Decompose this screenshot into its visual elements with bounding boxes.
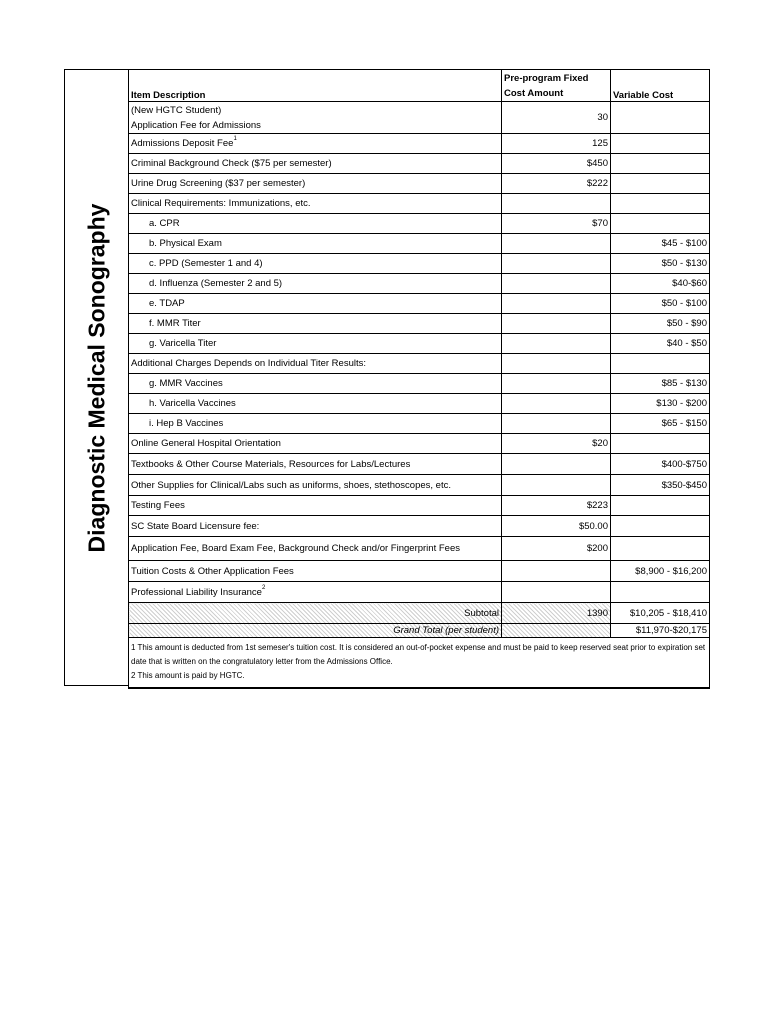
- table-row: [129, 516, 710, 537]
- row-description: SC State Board Licensure fee:: [129, 516, 502, 537]
- row-description-line1: (New HGTC Student): [131, 104, 222, 116]
- row-variable-cost: $40-$60: [611, 274, 710, 294]
- row-fixed-cost: [502, 582, 611, 603]
- row-description: c. PPD (Semester 1 and 4): [129, 254, 502, 274]
- row-description: Urine Drug Screening ($37 per semester): [129, 174, 502, 194]
- row-fixed-cost: [502, 561, 611, 582]
- row-description: Online General Hospital Orientation: [129, 434, 502, 454]
- row-description: Tuition Costs & Other Application Fees: [129, 561, 502, 582]
- row-variable-cost: [611, 194, 710, 214]
- row-fixed-cost: [502, 234, 611, 254]
- table-row: [129, 414, 710, 434]
- row-description: Clinical Requirements: Immunizations, etc.: [129, 194, 502, 214]
- row-description: g. Varicella Titer: [129, 334, 502, 354]
- grand-total-label: Grand Total (per student): [129, 624, 502, 638]
- row-description: e. TDAP: [129, 294, 502, 314]
- row-fixed-cost: [502, 354, 611, 374]
- row-description: [129, 102, 502, 134]
- grand-total-fixed: [502, 624, 611, 638]
- row-variable-cost: [611, 434, 710, 454]
- row-fixed-cost: [502, 374, 611, 394]
- grand-total-variable: $11,970-$20,175: [611, 624, 710, 638]
- row-variable-cost: [611, 154, 710, 174]
- table-row: [129, 294, 710, 314]
- table-row: [129, 394, 710, 414]
- table-row: [129, 434, 710, 454]
- row-fixed-cost: [502, 274, 611, 294]
- row-description: i. Hep B Vaccines: [129, 414, 502, 434]
- row-variable-cost: [611, 516, 710, 537]
- header-variable-cost: Variable Cost: [611, 70, 710, 102]
- row-variable-cost: [611, 174, 710, 194]
- row-description: [129, 134, 502, 154]
- subtotal-row: [129, 603, 710, 624]
- table-row: [129, 154, 710, 174]
- subtotal-variable: $10,205 - $18,410: [611, 603, 710, 624]
- row-fixed-cost: $50.00: [502, 516, 611, 537]
- table-row: [129, 134, 710, 154]
- header-fixed-cost: Pre-program Fixed Cost Amount: [502, 70, 611, 102]
- table-row: [129, 582, 710, 603]
- header-item-description: Item Description: [129, 70, 502, 102]
- table-row: [129, 194, 710, 214]
- row-fixed-cost: $20: [502, 434, 611, 454]
- row-fixed-cost: [502, 254, 611, 274]
- table-row: [129, 334, 710, 354]
- row-fixed-cost: [502, 475, 611, 496]
- row-fixed-cost: 125: [502, 134, 611, 154]
- table-row: [129, 102, 710, 134]
- row-variable-cost: [611, 102, 710, 134]
- row-fixed-cost: [502, 454, 611, 475]
- row-description-line2: Application Fee for Admissions: [131, 119, 261, 131]
- footnote-marker: 1: [233, 136, 237, 142]
- row-variable-cost: [611, 582, 710, 603]
- row-variable-cost: $400-$750: [611, 454, 710, 475]
- table-row: [129, 354, 710, 374]
- row-fixed-cost: $222: [502, 174, 611, 194]
- row-variable-cost: $50 - $100: [611, 294, 710, 314]
- table-row: [129, 214, 710, 234]
- row-fixed-cost: $223: [502, 496, 611, 516]
- row-variable-cost: $8,900 - $16,200: [611, 561, 710, 582]
- row-variable-cost: $50 - $90: [611, 314, 710, 334]
- row-fixed-cost: [502, 394, 611, 414]
- row-variable-cost: [611, 537, 710, 561]
- row-description: h. Varicella Vaccines: [129, 394, 502, 414]
- footnotes-row: [129, 638, 710, 689]
- row-description: b. Physical Exam: [129, 234, 502, 254]
- row-fixed-cost: [502, 314, 611, 334]
- row-variable-cost: [611, 214, 710, 234]
- row-description: Application Fee, Board Exam Fee, Background Check and/or Fingerprint Fees: [129, 537, 502, 561]
- table-row: [129, 561, 710, 582]
- row-description: Criminal Background Check ($75 per semester): [129, 154, 502, 174]
- row-description: [129, 582, 502, 603]
- row-description: Additional Charges Depends on Individual Titer Results:: [129, 354, 502, 374]
- row-fixed-cost: $450: [502, 154, 611, 174]
- table-row: [129, 475, 710, 496]
- table-row: [129, 537, 710, 561]
- row-variable-cost: [611, 496, 710, 516]
- row-variable-cost: $50 - $130: [611, 254, 710, 274]
- table-row: [129, 274, 710, 294]
- footnote-1: 1 This amount is deducted from 1st semeser's tuition cost. It is considered an out-of-pocket expense and must be paid to keep reserved seat prior to expiration set date that is written on the congratulatory letter from the Admissions Office.: [131, 643, 706, 666]
- row-fixed-cost: [502, 194, 611, 214]
- row-description-text: Professional Liability Insurance: [131, 586, 262, 598]
- table-header-row: [129, 70, 710, 102]
- subtotal-label: Subtotal: [129, 603, 502, 624]
- grand-total-row: [129, 624, 710, 638]
- row-description: g. MMR Vaccines: [129, 374, 502, 394]
- row-variable-cost: $350-$450: [611, 475, 710, 496]
- row-fixed-cost: [502, 294, 611, 314]
- row-variable-cost: $130 - $200: [611, 394, 710, 414]
- table-row: [129, 374, 710, 394]
- table-row: [129, 254, 710, 274]
- table-row: [129, 174, 710, 194]
- row-description: Textbooks & Other Course Materials, Resources for Labs/Lectures: [129, 454, 502, 475]
- row-description: Other Supplies for Clinical/Labs such as uniforms, shoes, stethoscopes, etc.: [129, 475, 502, 496]
- row-variable-cost: [611, 354, 710, 374]
- row-fixed-cost: 30: [502, 102, 611, 134]
- row-fixed-cost: $70: [502, 214, 611, 234]
- footnote-marker: 2: [261, 584, 266, 591]
- row-variable-cost: $45 - $100: [611, 234, 710, 254]
- table-row: [129, 454, 710, 475]
- row-variable-cost: $65 - $150: [611, 414, 710, 434]
- table-row: [129, 496, 710, 516]
- row-description: d. Influenza (Semester 2 and 5): [129, 274, 502, 294]
- row-variable-cost: [611, 134, 710, 154]
- row-variable-cost: $85 - $130: [611, 374, 710, 394]
- row-description: Testing Fees: [129, 496, 502, 516]
- row-fixed-cost: $200: [502, 537, 611, 561]
- row-description: a. CPR: [129, 214, 502, 234]
- row-description: f. MMR Titer: [129, 314, 502, 334]
- row-variable-cost: $40 - $50: [611, 334, 710, 354]
- row-fixed-cost: [502, 334, 611, 354]
- table-row: [129, 314, 710, 334]
- table-row: [129, 234, 710, 254]
- cost-table: [128, 69, 710, 689]
- subtotal-fixed: 1390: [502, 603, 611, 624]
- program-title: Diagnostic Medical Sonography: [83, 203, 110, 553]
- footnotes: [129, 638, 710, 689]
- row-description-text: Admissions Deposit Fee: [131, 138, 234, 149]
- footnote-2: 2 This amount is paid by HGTC.: [131, 671, 245, 680]
- row-fixed-cost: [502, 414, 611, 434]
